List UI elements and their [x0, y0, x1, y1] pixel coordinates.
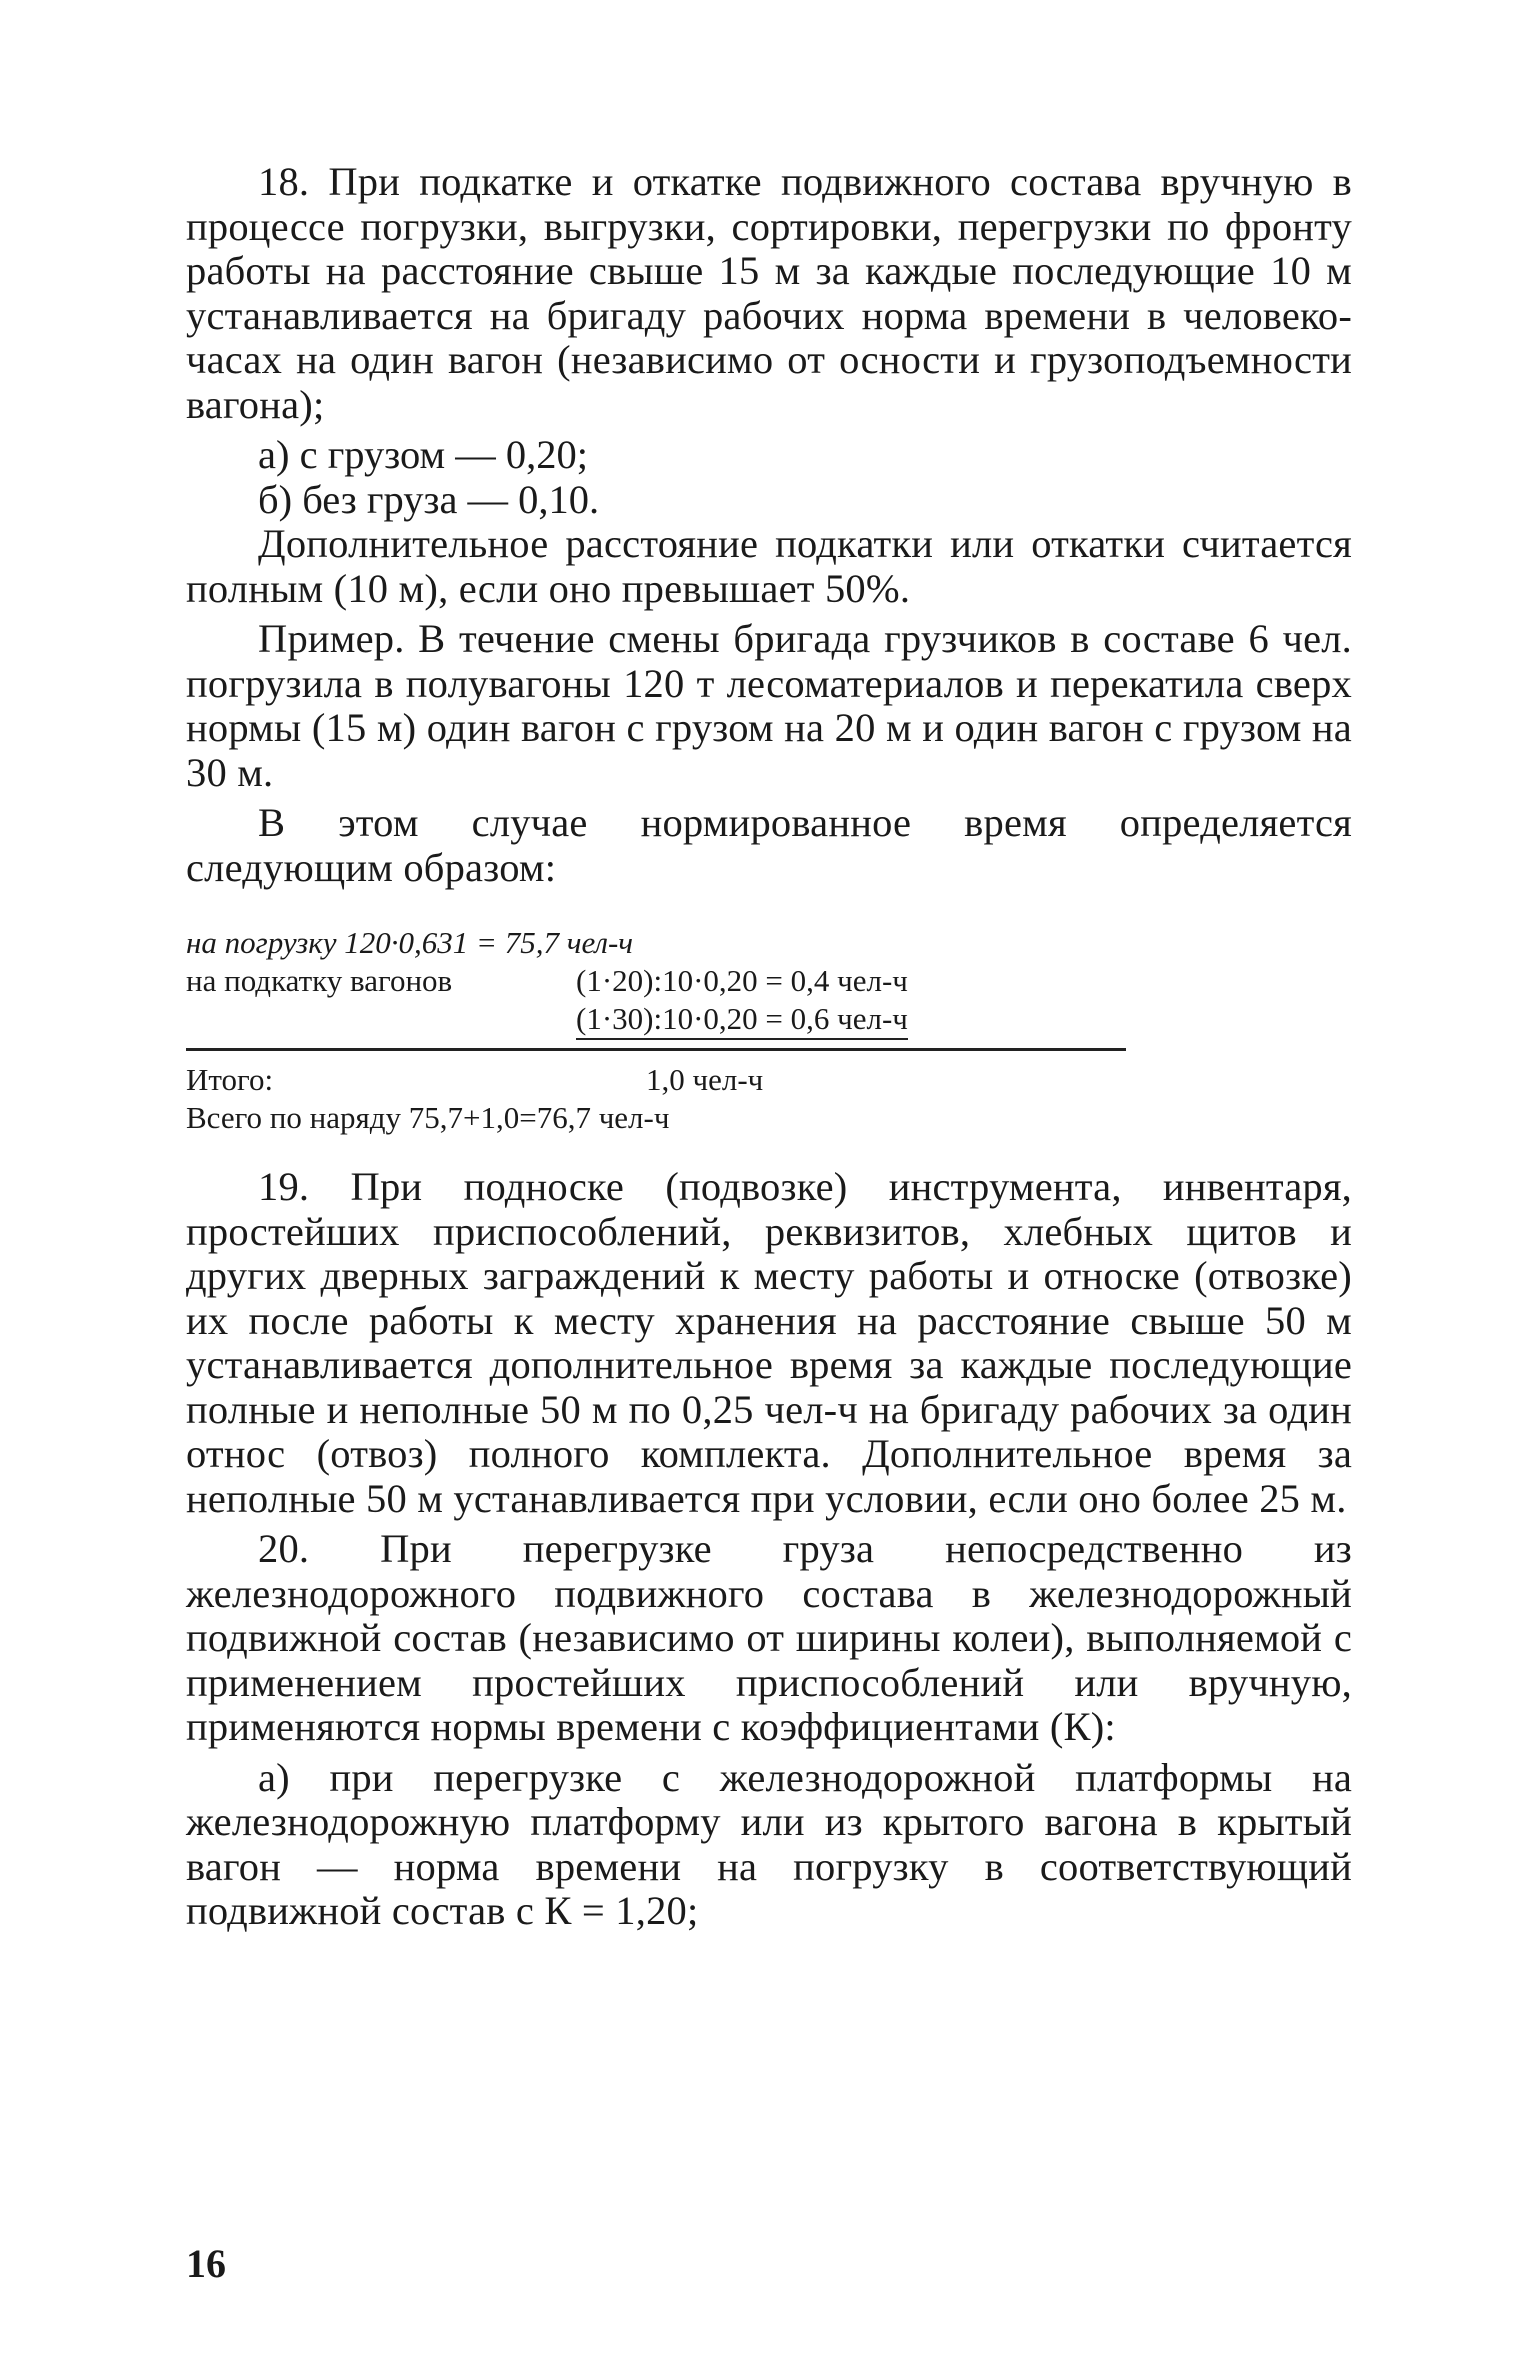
calc-divider: [186, 1048, 1126, 1051]
calc-row-loading: [186, 924, 1352, 962]
page-number: 16: [186, 2241, 226, 2286]
paragraph-18-item-b: б) без груза — 0,10.: [258, 476, 600, 522]
calc-row-rolling-2: [186, 1000, 1352, 1040]
calc-grand-total-text: Всего по наряду 75,7+1,0=76,7 чел-ч: [186, 1100, 670, 1135]
calc-row-total: [186, 1061, 1352, 1099]
paragraph-18: 18. При подкатке и откатке подвижного состава вручную в процессе погрузки, выгрузки, сортировки, перегрузки по фронту работы на расстояние свыше 15 м за каждые последующие 10 м устанавливается на бригаду рабочих норма времени в человеко-часах на один вагон (независимо от осности и грузоподъемности вагона);: [186, 159, 1352, 427]
calc-row-rolling-label: на подкатку вагонов: [186, 963, 453, 998]
paragraph-20-item-a: а) при перегрузке с железнодорожной платформы на железнодорожную платформу или из крытого вагона в крытый вагон — норма времени на погрузку в соответствующий подвижной состав с К = 1,20;: [186, 1754, 1352, 1933]
calc-row-rolling-1: [186, 962, 1352, 1000]
page-body: [186, 160, 1352, 1940]
example-paragraph: Пример. В течение смены бригада грузчиков в составе 6 чел. погрузила в полувагоны 120 т лесоматериалов и перекатила сверх нормы (15 м) один вагон с грузом на 20 м и один вагон с грузом на 30 м.: [186, 616, 1352, 795]
calc-total-label: Итого:: [186, 1062, 274, 1097]
calc-row-rolling-value-2: (1·30):10·0,20 = 0,6 чел-ч: [576, 1000, 908, 1040]
calc-row-loading-text: на погрузку 120·0,631 = 75,7 чел-ч: [186, 925, 634, 960]
example-calc-intro: В этом случае нормированное время определяется следующим образом:: [186, 800, 1352, 890]
paragraph-18-item-a: а) с грузом — 0,20;: [258, 432, 589, 477]
calculation-block: [186, 924, 1352, 1137]
calc-row-rolling-value-1: (1·20):10·0,20 = 0,4 чел-ч: [576, 963, 908, 998]
calc-row-grand-total: [186, 1099, 1352, 1137]
paragraph-18-extra: Дополнительное расстояние подкатки или откатки считается полным (10 м), если оно превышает 50%.: [186, 521, 1352, 611]
paragraph-19: 19. При подноске (подвозке) инструмента, инвентаря, простейших приспособлений, реквизитов, хлебных щитов и других дверных заграждений к месту работы и относке (отвозке) их после работы к месту хранения на расстояние свыше 50 м устанавливается дополнительное время за каждые последующие полные и неполные 50 м по 0,25 чел-ч на бригаду рабочих за один относ (отвоз) полного комплекта. Дополнительное время за неполные 50 м устанавливается при условии, если оно более 25 м.: [186, 1164, 1352, 1521]
paragraph-20: 20. При перегрузке груза непосредственно из железнодорожного подвижного состава в железнодорожный подвижной состав (независимо от ширины колеи), выполняемой с применением простейших приспособлений или вручную, применяются нормы времени с коэффициентами (К):: [186, 1526, 1352, 1749]
calc-total-value: 1,0 чел-ч: [646, 1062, 764, 1097]
